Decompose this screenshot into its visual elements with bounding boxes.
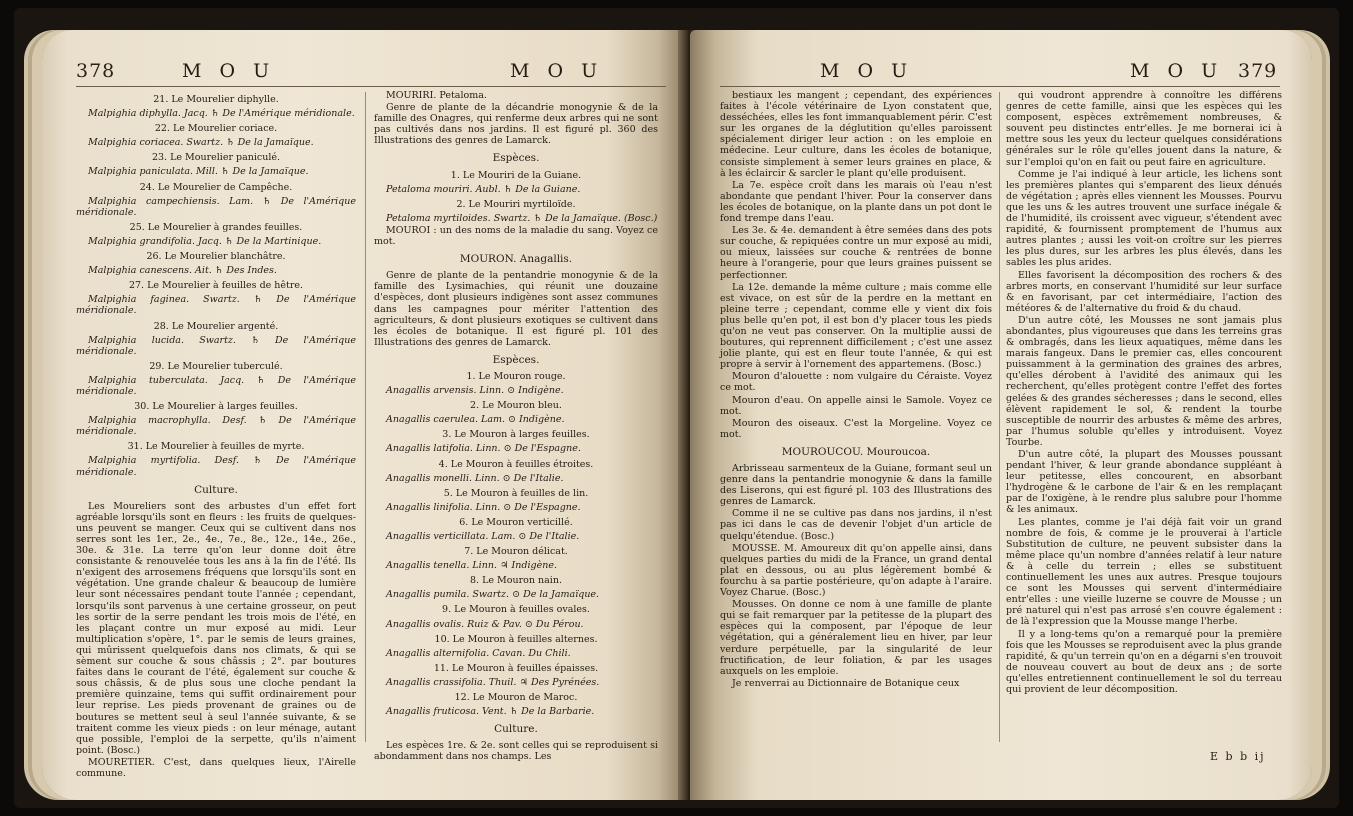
left-col2-entry-line: Anagallis ovalis. Ruiz & Pav. ⊙ Du Pérou.	[386, 618, 584, 630]
left-col2-entry-line: 12. Le Mouron de Maroc.	[454, 692, 578, 704]
right-col2-paragraph-line: qui voudront apprendre à connoître les différens genres de cette famille, ainsi que les espèces qui les composent, espèces extrêmement nombreuses, & souvent peu distinctes entr'elles. Je me bornerai ici à mettre sous les yeux du lecteur quelques considérations générales sur le rôle qu'elles jouent dans la nature, & sur l'emploi qu'on en fait ou peut faire en agriculture.	[1006, 90, 1282, 168]
left-col1-entry-line: 23. Le Mourelier paniculé.	[151, 152, 281, 164]
left-col2-entry-line: MOURIRI. Petaloma.	[386, 90, 487, 101]
left-column-divider	[365, 92, 366, 742]
left-col1-entry-line: 24. Le Mourelier de Campêche.	[139, 181, 293, 193]
right-col1-paragraph-line: La 7e. espèce croît dans les marais où l'eau n'est abondante que pendant l'hiver. Pour la conserver dans les écoles de botanique, on la plante dans un pot dont le fond trempe dans l'eau.	[720, 179, 992, 225]
right-col2-paragraph-line: Il y a long-tems qu'on a remarqué pour la première fois que les Mousses se reproduisent avec la plus grande rapidité, & qu'un terrein qu'on en a dégarni s'en trouvoit de nouveau couvert au bout de deux ans ; de sorte qu'elles entretiennent continuellement le sol du terreau qui provient de leur décomposition.	[1006, 628, 1282, 695]
left-col1-entry-line: 22. Le Mourelier coriace.	[154, 123, 278, 135]
left-col2-entry-line: Anagallis pumila. Swartz. ⊙ De la Jamaïque.	[386, 589, 600, 601]
right-header-rule	[720, 86, 1280, 87]
left-col2-entry-line: Anagallis latifolia. Linn. ⊙ De l'Espagne.	[386, 443, 581, 455]
right-page-number: 379	[1238, 60, 1278, 82]
right-col1-paragraph-line: La 12e. demande la même culture ; mais comme elle est vivace, on est sûr de la perdre en la mettant en pleine terre ; cependant, comme elle y vient dix fois plus belle qu'en pot, il est bon d'y placer tous les pieds qu'on ne veut pas conserver. On la multiplie aussi de boutures, qui reprennent difficilement ; c'est une assez jolie plante, qui est en fleur toute l'année, & qui est propre à servir à l'ornement des appartemens. (Bosc.)	[720, 281, 992, 371]
left-col2-entry-line: Genre de plante de la pentandrie monogynie & de la famille des Lysimachies, qui réunit une douzaine d'espèces, dont plusieurs indigènes sont assez communes dans les campagnes pour mériter l'attention des agriculteurs, & dont plusieurs exotiques se cultivent dans les écoles de botanique. Il est figuré pl. 101 des Illustrations des genres de Lamarck.	[374, 270, 658, 348]
signature-mark: E b b ij	[1210, 750, 1266, 763]
right-page	[690, 30, 1312, 800]
left-col2-entry-line: 4. Le Mouron à feuilles étroites.	[438, 458, 594, 470]
left-col2-entry-line: Anagallis monelli. Linn. ⊙ De l'Italie.	[386, 472, 564, 484]
left-col1-entry-line: 27. Le Mourelier à feuilles de hêtre.	[128, 280, 304, 292]
right-col2-paragraph-line: Elles favorisent la décomposition des rochers & des arbres morts, en conservant l'humidité sur leur surface & en favorisant, par cet intermédiaire, l'action des météores & de l'alternative du froid & du chaud.	[1006, 269, 1282, 314]
right-col2-entries	[1006, 90, 1282, 695]
left-col1-end-entry: MOURETIER. C'est, dans quelques lieux, l'Airelle commune.	[76, 756, 356, 779]
left-col2-entry-line: Espèces.	[492, 152, 540, 165]
right-col1-paragraph-line: Mouron d'eau. On appelle ainsi le Samole. Voyez ce mot.	[720, 394, 992, 417]
left-col2-entry-line: 10. Le Mouron à feuilles alternes.	[434, 633, 598, 645]
book-spread	[14, 8, 1339, 808]
right-col1-paragraph-line: Mouron des oiseaux. C'est la Morgeline. Voyez ce mot.	[720, 417, 992, 440]
left-col2-entry-line: 1. Le Mouriri de la Guiane.	[450, 169, 582, 181]
right-col1-paragraph-line: MOUROUCOU. Mouroucoa.	[781, 445, 931, 458]
left-col2-entry-line: Anagallis arvensis. Linn. ⊙ Indigène.	[386, 385, 564, 397]
right-col1-paragraph-line: MOUSSE. M. Amoureux dit qu'on appelle ainsi, dans quelques parties du midi de la France, un grand dental plat en dessous, ou au plus légèrement bombé & fourchu à sa partie postérieure, qu'on adapte à l'araire. Voyez Charue. (Bosc.)	[720, 542, 992, 599]
left-col1-entry-line: Malpighia coriacea. Swartz. ♄ De la Jamaïque.	[88, 137, 314, 149]
left-column-1	[76, 90, 356, 780]
right-col1-paragraph-line: Les 3e. & 4e. demandent à être semées dans des pots sur couche, & repiquées contre un mur exposé au midi, ou mieux, laissées sur couche & rentrées de bonne heure à l'orangerie, pour que leurs graines puissent se perfectionner.	[720, 225, 992, 281]
left-col2-entry-line: Anagallis caerulea. Lam. ⊙ Indigène.	[386, 414, 565, 426]
left-col2-entry-line: Espèces.	[492, 353, 540, 366]
left-col2-entry-line: Petaloma mouriri. Aubl. ♄ De la Guiane.	[386, 183, 581, 195]
left-col1-entry-line: 31. Le Mourelier à feuilles de myrte.	[127, 441, 305, 453]
right-col1-paragraph-line: Mouron d'alouette : nom vulgaire du Céraiste. Voyez ce mot.	[720, 371, 992, 394]
left-col2-entry-line: 7. Le Mouron délicat.	[464, 546, 568, 558]
right-col2-paragraph-line: Comme je l'ai indiqué à leur article, les lichens sont les premières plantes qui s'emparent des lieux dénués de végétation ; après elles viennent les Mousses. Pourvu que les uns & les autres trouvent une surface inégale & de l'humidité, ils croissent avec vigueur, s'étendent avec rapidité, & fournissent promptement de l'humus aux autres plantes ; aussi les voit-on croître sur les pierres les plus dures, sur les arbres les plus élevés, dans les sables les plus arides.	[1006, 168, 1282, 269]
right-col1-paragraph-line: Mousses. On donne ce nom à une famille de plante qui se fait remarquer par la petitesse de la plupart des espèces qui la composent, par l'époque de leur végétation, qui a généralement lieu en hiver, par leur verdure perpétuelle, par la singularité de leur fructification, de leur foliation, & par les usages auxquels on les emploie.	[720, 599, 992, 677]
left-col1-entry-line: Malpighia macrophylla. Desf. ♄ De l'Amérique méridionale.	[76, 415, 356, 438]
left-col2-entry-line: Petaloma myrtiloides. Swartz. ♄ De la Jamaïque. (Bosc.)	[386, 212, 658, 224]
left-col2-entries	[374, 90, 658, 763]
left-col2-entry-line: MOURON. Anagallis.	[459, 253, 573, 266]
left-header-rule	[76, 86, 666, 87]
left-page-number: 378	[76, 60, 116, 82]
left-col2-entry-line: 2. Le Mouriri myrtiloïde.	[456, 198, 576, 210]
left-running-head-2: M O U	[510, 60, 604, 82]
left-col1-entry-line: Malpighia myrtifolia. Desf. ♄ De l'Amérique méridionale.	[76, 455, 356, 478]
left-col2-entry-line: Culture.	[494, 723, 538, 736]
left-col1-entry-line: Malpighia grandifolia. Jacq. ♄ De la Martinique.	[88, 235, 322, 247]
left-column-2	[374, 90, 658, 764]
right-col2-paragraph-line: Les plantes, comme je l'ai déjà fait voir un grand nombre de fois, & comme je le prouverai à l'article Substitution de culture, ne peuvent subsister dans la même place qu'un nombre d'années relatif à leur nature & à celle du terrein ; elles se substituent continuellement les unes aux autres. Presque toujours ce sont les Mousses qui servent d'intermédiaire entr'elles : une vieille luzerne se couvre de Mousse ; un pré naturel qui n'est pas arrosé s'en couvre également : de là l'expression que la Mousse mange l'herbe.	[1006, 516, 1282, 628]
left-running-head-1: M O U	[182, 60, 276, 82]
right-column-1	[720, 90, 992, 690]
left-col2-entry-line: 2. Le Mouron bleu.	[470, 400, 562, 412]
right-col1-paragraph-line: Comme il ne se cultive pas dans nos jardins, il n'est pas ici dans le cas de devenir l'objet d'un article de quelqu'étendue. (Bosc.)	[720, 508, 992, 542]
left-col2-entry-line: Anagallis tenella. Linn. ♃ Indigène.	[386, 560, 557, 572]
left-col1-culture-text: Les Moureliers sont des arbustes d'un effet fort agréable lorsqu'ils sont en fleurs : les fruits de quelques-uns peuvent se manger. Ceux qui se cultivent dans nos serres sont les 1er., 2e., 4e., 7e., 8e., 12e., 14e., 26e., 30e. & 31e. La terre qu'on leur donne doit être consistante & renouvelée tous les ans à la fin de l'été. Ils n'exigent des arrosemens fréquens que lorsqu'ils sont en végétation. Une grande chaleur & beaucoup de lumière leur sont nécessaires pendant toute l'année ; cependant, lorsqu'ils sont parvenus à une certaine grosseur, on peut les sortir de la serre pendant les trois mois de l'été, en les plaçant contre un mur exposé au midi. Leur multiplication s'opère, 1°. par le semis de leurs graines, qui mûrissent quelquefois dans nos climats, & qui se sèment sur couche & sous châssis ; 2°. par boutures faites dans le courant de l'été, également sur couche & sous châssis, & de plus sous une cloche pendant la première quinzaine, tems qui suffit ordinairement pour leur reprise. Les pieds provenant de graines ou de boutures se mettent seul à seul l'année suivante, & se traitent comme les vieux pieds : on leur ménage, autant que possible, l'emploi de la serpette, qu'ils n'aiment point. (Bosc.)	[76, 500, 356, 756]
left-col2-entry-line: Anagallis alternifolia. Cavan. Du Chili.	[386, 647, 571, 659]
left-col1-entry-line: Malpighia diphylla. Jacq. ♄ De l'Amérique méridionale.	[88, 108, 355, 120]
left-page	[42, 30, 684, 800]
left-col1-entries	[76, 94, 356, 478]
left-col2-entry-line: 9. Le Mouron à feuilles ovales.	[442, 604, 590, 616]
left-col2-entry-line: 5. Le Mouron à feuilles de lin.	[443, 487, 589, 499]
right-col2-paragraph-line: D'un autre côté, la plupart des Mousses poussant pendant l'hiver, & leur grande abondance suppléant à leur petitesse, elles concourent, en absorbant l'hydrogène & le carbone de l'air & en les remplaçant par de l'oxigène, à le rendre plus salubre pour l'homme & les animaux.	[1006, 449, 1282, 516]
right-col1-paragraph-line: Je renverrai au Dictionnaire de Botanique ceux	[732, 677, 960, 689]
right-col1-paragraph-line: Arbrisseau sarmenteux de la Guiane, formant seul un genre dans la pentandrie monogynie & dans la famille des Liserons, qui est figuré pl. 103 des Illustrations des genres de Lamarck.	[720, 463, 992, 508]
left-col2-entry-line: Anagallis verticillata. Lam. ⊙ De l'Italie.	[386, 531, 580, 542]
right-running-head-2: M O U	[1130, 60, 1224, 82]
left-col2-entry-line: Anagallis linifolia. Linn. ⊙ De l'Espagne.	[386, 501, 581, 513]
left-col1-entry-line: Malpighia lucida. Swartz. ♄ De l'Amérique méridionale.	[76, 334, 356, 357]
right-col2-paragraph-line: D'un autre côté, les Mousses ne sont jamais plus abondantes, plus vigoureuses que dans les terreins gras & ombragés, dans les lieux aquatiques, même dans les marais fangeux. Dans le premier cas, elles concourent puissamment à la germination des graines des arbres, qu'elles dérobent à l'avidité des animaux qui les recherchent, qu'elles protègent contre l'effet des fortes gelées & des grandes sécheresses ; dans le second, elles élèvent rapidement le sol, & rendent la tourbe susceptible de nourrir des arbustes & même des arbres, par l'humus soluble qu'elles y introduisent. Voyez Tourbe.	[1006, 314, 1282, 448]
right-column-2	[1006, 90, 1282, 696]
left-col1-entry-line: 30. Le Mourelier à larges feuilles.	[134, 401, 298, 413]
left-col1-entry-line: 25. Le Mourelier à grandes feuilles.	[129, 221, 303, 233]
right-running-head-1: M O U	[820, 60, 914, 82]
left-col2-entry-line: Les espèces 1re. & 2e. sont celles qui se reproduisent si abondamment dans nos champs. Les	[374, 740, 658, 763]
right-col1-entries	[720, 90, 992, 689]
left-col1-culture-heading: Culture.	[194, 483, 238, 496]
left-col1-entry-line: Malpighia faginea. Swartz. ♄ De l'Amérique méridionale.	[76, 294, 356, 317]
right-column-divider	[999, 92, 1000, 742]
left-col2-entry-line: Anagallis fruticosa. Vent. ♄ De la Barbarie.	[386, 706, 595, 718]
left-col1-entry-line: Malpighia paniculata. Mill. ♄ De la Jamaïque.	[88, 166, 309, 178]
left-col2-entry-line: Anagallis crassifolia. Thuil. ♃ Des Pyrénées.	[386, 676, 600, 688]
left-col1-entry-line: 28. Le Mourelier argenté.	[153, 320, 279, 332]
left-col1-entry-line: 26. Le Mourelier blanchâtre.	[146, 251, 286, 263]
left-col1-entry-line: 21. Le Mourelier diphylle.	[153, 94, 279, 105]
left-col2-entry-line: MOUROI : un des noms de la maladie du sang. Voyez ce mot.	[374, 224, 658, 248]
left-col1-entry-line: Malpighia canescens. Ait. ♄ Des Indes.	[88, 265, 277, 277]
left-col2-entry-line: 8. Le Mouron nain.	[470, 575, 562, 587]
left-col2-entry-line: 6. Le Mouron verticillé.	[459, 516, 573, 528]
left-col1-entry-line: Malpighia tuberculata. Jacq. ♄ De l'Amérique méridionale.	[76, 374, 356, 397]
left-col1-entry-line: 29. Le Mourelier tuberculé.	[149, 360, 283, 372]
left-col2-entry-line: 11. Le Mouron à feuilles épaisses.	[433, 662, 599, 674]
left-col1-entry-line: Malpighia campechiensis. Lam. ♄ De l'Amérique méridionale.	[76, 195, 356, 218]
right-col1-paragraph-line: bestiaux les mangent ; cependant, des expériences faites à l'école vétérinaire de Lyon constatent que, desséchées, elles les font immanquablement périr. C'est sur les organes de la déglutition qu'elles paroissent spécialement diriger leur action : on les emploie en médecine. Leur culture, dans les écoles de botanique, consiste simplement à semer leurs graines en place, & à les éclaircir & sarcler le plant qu'elle produisent.	[720, 90, 992, 179]
left-col2-entry-line: 1. Le Mouron rouge.	[466, 370, 566, 382]
left-col2-entry-line: 3. Le Mouron à larges feuilles.	[442, 429, 590, 441]
left-col2-entry-line: Genre de plante de la décandrie monogynie & de la famille des Onagres, qui renferme deux arbres qui ne sont pas cultivés dans nos jardins. Il est figuré pl. 360 des Illustrations des genres de Lamarck.	[374, 102, 658, 147]
